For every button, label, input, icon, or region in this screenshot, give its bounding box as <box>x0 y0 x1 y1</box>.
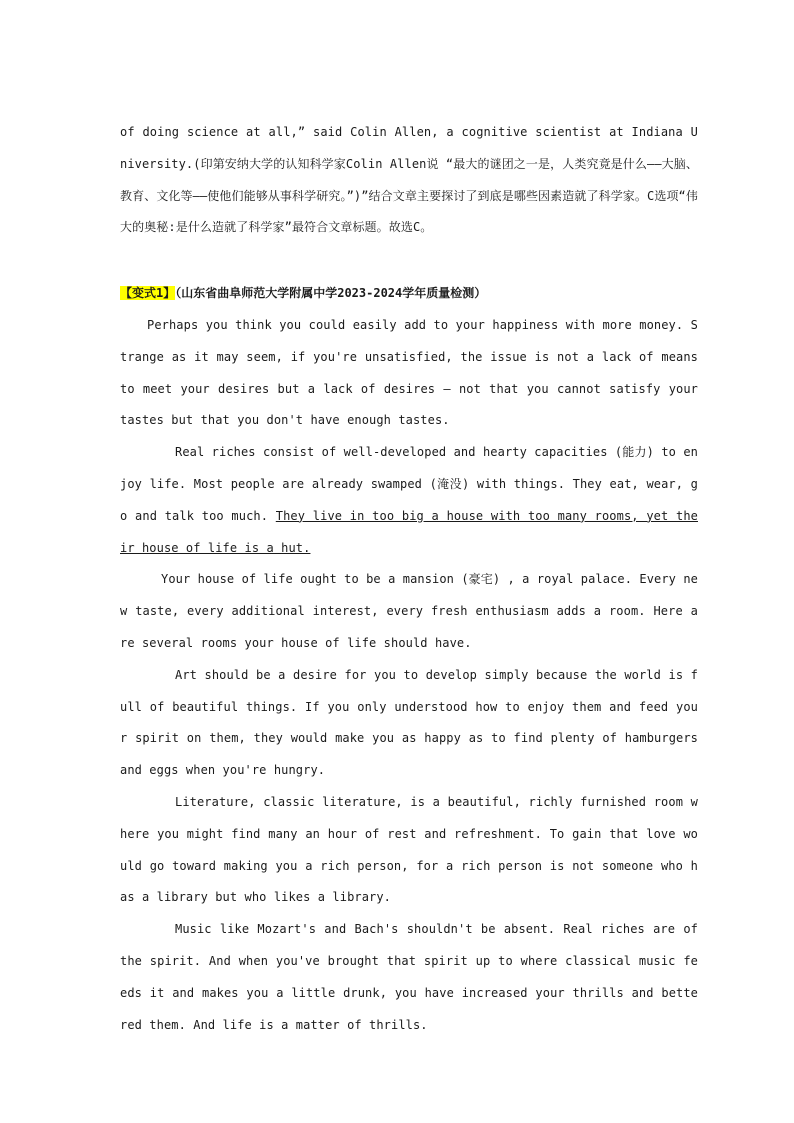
passage-paragraph-2 <box>120 437 698 564</box>
paragraph-2-text: Real riches consist of well-developed and hearty capacities (能力) to enjoy life. Most people are already swamped (淹没) with things. They eat, wear, go and talk too much. <box>120 445 698 523</box>
passage-paragraph-1: Perhaps you think you could easily add to your happiness with more money. Strange as it may seem, if you're unsatisfied, the issue is not a lack of means to meet your desires but a lack of desires — not that you cannot satisfy your tastes but that you don't have enough tastes. <box>120 317 698 428</box>
passage-paragraph-5: Literature, classic literature, is a beautiful, richly furnished room where you might find many an hour of rest and refreshment. To gain that love would go toward making you a rich person, for a rich person is not someone who has a library but who likes a library. <box>120 794 698 905</box>
variant-tag: 【变式1】 <box>120 286 176 301</box>
section-heading <box>120 278 698 310</box>
passage-paragraph-4: Art should be a desire for you to develop simply because the world is full of beautiful things. If you only understood how to enjoy them and feed your spirit on them, they would make you as happy as to find plenty of hamburgers and eggs when you're hungry. <box>120 667 698 778</box>
passage-paragraph-3: Your house of life ought to be a mansion (豪宅) , a royal palace. Every new taste, every additional interest, every fresh enthusiasm adds a room. Here are several rooms your house of life should have. <box>120 572 698 650</box>
underlined-sentence: They live in too big a house with too many rooms, yet their house of life is a hut. <box>120 508 698 555</box>
passage-paragraph-6: Music like Mozart's and Bach's shouldn't be absent. Real riches are of the spirit. And when you've brought that spirit up to where classical music feeds it and makes you a little drunk, you have increased your thrills and bettered them. And life is a matter of thrills. <box>120 922 698 1032</box>
intro-paragraph: of doing science at all,” said Colin Allen, a cognitive scientist at Indiana University.(印第安纳大学的认知科学家Colin Allen说 “最大的谜团之一是，人类究竟是什么——大脑、教育、文化等——使他们能够从事科学研究。”)”结合文章主要探讨了到底是哪些因素造就了科学家。C选项“伟大的奥秘:是什么造就了科学家”最符合文章标题。故选C。 <box>120 125 698 235</box>
document-page <box>120 117 698 1041</box>
source-label: （山东省曲阜师范大学附属中学2023-2024学年质量检测） <box>175 286 487 301</box>
